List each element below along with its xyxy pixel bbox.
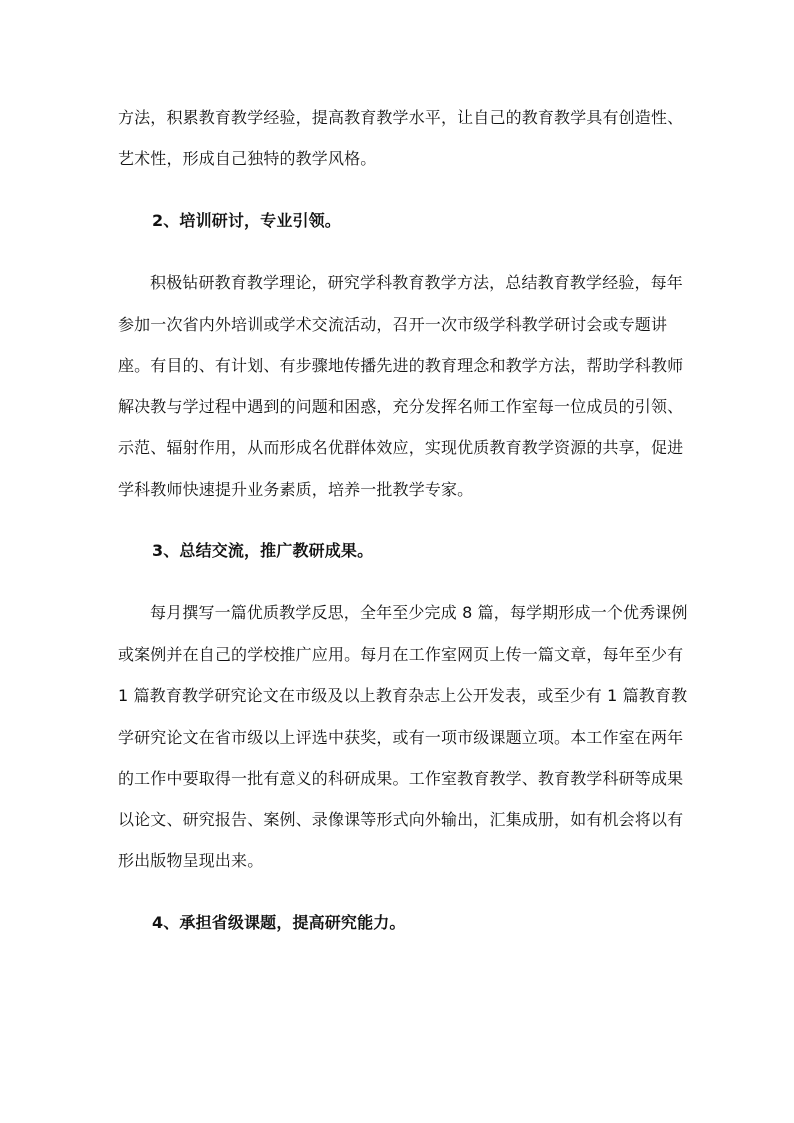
- paragraph-line: 的工作中要取得一批有意义的科研成果。工作室教育教学、教育教学科研等成果: [118, 769, 684, 788]
- section-heading-2: 2、培训研讨，专业引领。: [152, 211, 341, 230]
- paragraph-line: 积极钻研教育教学理论，研究学科教育教学方法，总结教育教学经验，每年: [150, 273, 683, 292]
- paragraph-line: 示范、辐射作用，从而形成名优群体效应，实现优质教育教学资源的共享，促进: [118, 438, 684, 457]
- paragraph-line: 形出版物呈现出来。: [118, 851, 264, 870]
- paragraph-line: 艺术性，形成自己独特的教学风格。: [118, 149, 377, 168]
- paragraph-line: 学研究论文在省市级以上评选中获奖，或有一项市级课题立项。本工作室在两年: [118, 728, 684, 747]
- section-heading-3: 3、总结交流，推广教研成果。: [152, 541, 374, 560]
- paragraph-line: 1 篇教育教学研究论文在市级及以上教育杂志上公开发表，或至少有 1 篇教育教: [118, 686, 688, 705]
- paragraph-line: 座。有目的、有计划、有步骤地传播先进的教育理念和教学方法，帮助学科教师: [118, 356, 684, 375]
- paragraph-line: 方法，积累教育教学经验，提高教育教学水平，让自己的教育教学具有创造性、: [118, 108, 684, 127]
- paragraph-line: 学科教师快速提升业务素质，培养一批教学专家。: [118, 480, 474, 499]
- paragraph-line: 解决教与学过程中遇到的问题和困惑，充分发挥名师工作室每一位成员的引领、: [118, 397, 684, 416]
- paragraph-line: 以论文、研究报告、案例、录像课等形式向外输出，汇集成册，如有机会将以有: [118, 810, 684, 829]
- paragraph-line: 或案例并在自己的学校推广应用。每月在工作室网页上传一篇文章，每年至少有: [118, 645, 684, 664]
- paragraph-line: 每月撰写一篇优质教学反思，全年至少完成 8 篇，每学期形成一个优秀课例: [150, 603, 688, 622]
- section-heading-4: 4、承担省级课题，提高研究能力。: [152, 913, 406, 932]
- paragraph-line: 参加一次省内外培训或学术交流活动，召开一次市级学科教学研讨会或专题讲: [118, 315, 668, 334]
